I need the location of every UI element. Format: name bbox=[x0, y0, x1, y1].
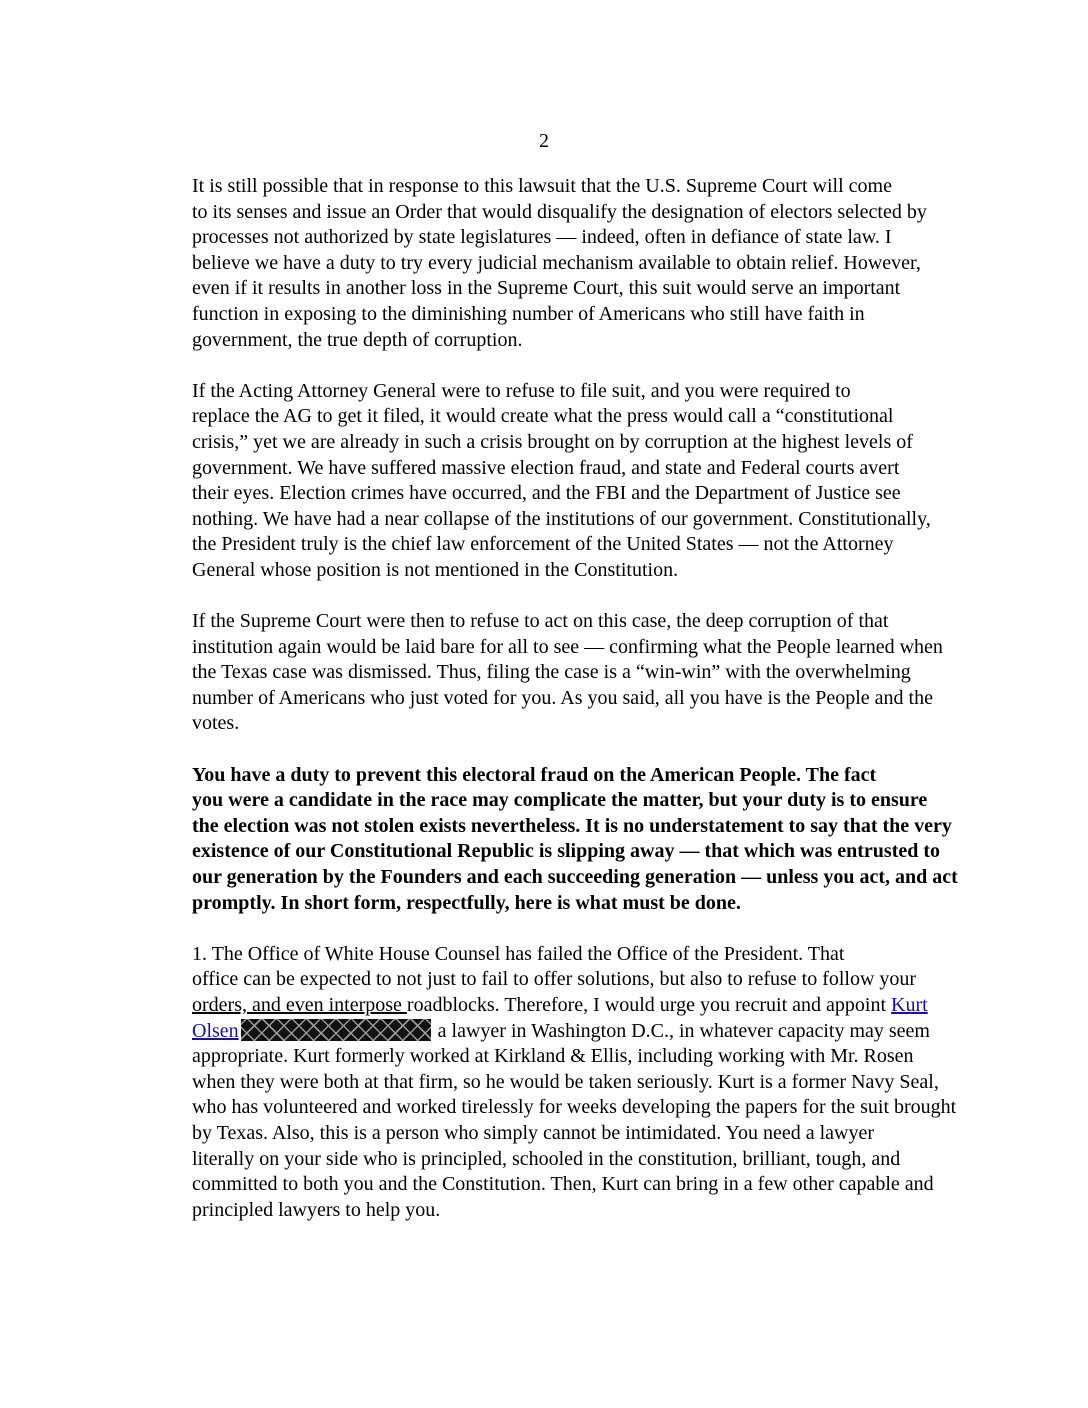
text-line: You have a duty to prevent this electoral fraud on the American People. The fact bbox=[192, 763, 877, 786]
text-line: appropriate. Kurt formerly worked at Kirkland & Ellis, including working with Mr. Rosen bbox=[192, 1045, 914, 1068]
text-line bbox=[128, 1019, 964, 1045]
underlined-text: orders, and even interpose bbox=[192, 994, 407, 1016]
kurt-olsen-link-continued[interactable]: Olsen bbox=[192, 1019, 239, 1042]
text-line: existence of our Constitutional Republic is slipping away — that which was entrusted to bbox=[192, 840, 941, 863]
text-line: General whose position is not mentioned in the Constitution. bbox=[192, 558, 679, 581]
text-line: If the Supreme Court were then to refuse to act on this case, the deep corruption of that bbox=[192, 610, 889, 633]
paragraph-supreme-court-possibility bbox=[128, 174, 964, 353]
paragraph-supreme-court-refuse bbox=[128, 609, 964, 737]
text-line: government. We have suffered massive election fraud, and state and Federal courts avert bbox=[192, 456, 900, 479]
text-line: literally on your side who is principled, schooled in the constitution, brilliant, tough, and bbox=[192, 1147, 901, 1170]
text-line: committed to both you and the Constitution. Then, Kurt can bring in a few other capable and bbox=[192, 1173, 934, 1196]
text-line: replace the AG to get it filed, it would create what the press would call a “constitutional bbox=[192, 405, 894, 428]
text-line: It is still possible that in response to this lawsuit that the U.S. Supreme Court will come bbox=[192, 175, 892, 197]
text-line: nothing. We have had a near collapse of the institutions of our government. Constitutionally, bbox=[192, 507, 931, 530]
text-segment: roadblocks. Therefore, I would urge you recruit and appoint bbox=[406, 994, 892, 1016]
kurt-olsen-link[interactable]: Kurt bbox=[891, 994, 928, 1016]
paragraph-duty-bold bbox=[128, 763, 964, 917]
text-line: you were a candidate in the race may complicate the matter, but your duty is to ensure bbox=[192, 789, 928, 812]
text-line: their eyes. Election crimes have occurred, and the FBI and the Department of Justice see bbox=[192, 482, 901, 505]
page-number: 2 bbox=[539, 130, 549, 152]
text-line: the President truly is the chief law enforcement of the United States — not the Attorney bbox=[192, 533, 894, 556]
text-line: even if it results in another loss in the Supreme Court, this suit would serve an important bbox=[192, 277, 901, 300]
text-line: votes. bbox=[192, 712, 240, 735]
text-line: believe we have a duty to try every judicial mechanism available to obtain relief. However, bbox=[192, 251, 921, 274]
text-line: by Texas. Also, this is a person who simply cannot be intimidated. You need a lawyer bbox=[192, 1121, 875, 1144]
text-line: our generation by the Founders and each succeeding generation — unless you act, and act bbox=[192, 866, 958, 889]
text-line: 1. The Office of White House Counsel has failed the Office of the President. That bbox=[192, 942, 845, 965]
text-line: number of Americans who just voted for you. As you said, all you have is the People and the bbox=[192, 686, 933, 709]
paragraph-acting-attorney-general bbox=[128, 379, 964, 584]
text-line bbox=[128, 993, 964, 1019]
text-line: who has volunteered and worked tirelessly for weeks developing the papers for the suit brought bbox=[192, 1096, 957, 1119]
text-segment: a lawyer in Washington D.C., in whatever capacity may seem bbox=[432, 1019, 930, 1042]
text-line: government, the true depth of corruption. bbox=[192, 328, 523, 351]
text-line: principled lawyers to help you. bbox=[192, 1198, 441, 1221]
text-line: the Texas case was dismissed. Thus, filing the case is a “win-win” with the overwhelming bbox=[192, 661, 911, 684]
text-line: the election was not stolen exists nevertheless. It is no understatement to say that the very bbox=[192, 814, 952, 837]
document-body bbox=[128, 174, 964, 1249]
text-line: If the Acting Attorney General were to refuse to file suit, and you were required to bbox=[192, 379, 851, 402]
numbered-item-1 bbox=[128, 942, 964, 1224]
text-line: to its senses and issue an Order that would disqualify the designation of electors selected by bbox=[192, 200, 927, 223]
redaction-block bbox=[241, 1019, 431, 1041]
text-line: processes not authorized by state legislatures — indeed, often in defiance of state law. I bbox=[192, 226, 892, 249]
text-line: function in exposing to the diminishing number of Americans who still have faith in bbox=[192, 302, 865, 325]
text-line: office can be expected to not just to fail to offer solutions, but also to refuse to follow your bbox=[192, 968, 917, 991]
text-line: when they were both at that firm, so he would be taken seriously. Kurt is a former Navy Seal, bbox=[192, 1070, 939, 1093]
text-line: institution again would be laid bare for all to see — confirming what the People learned when bbox=[192, 635, 943, 658]
text-line: promptly. In short form, respectfully, here is what must be done. bbox=[192, 891, 741, 914]
text-line: crisis,” yet we are already in such a crisis brought on by corruption at the highest levels of bbox=[192, 430, 913, 453]
